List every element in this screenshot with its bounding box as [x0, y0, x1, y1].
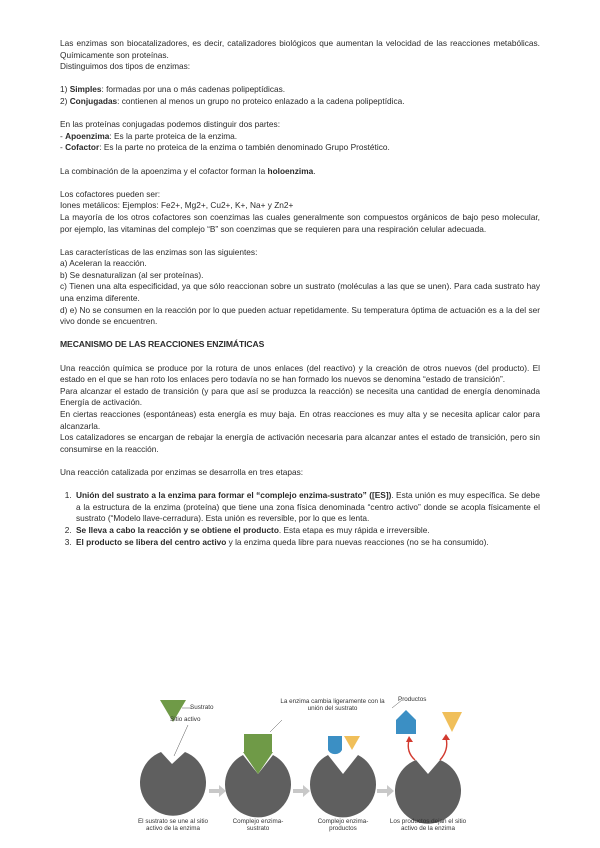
substrate-label: Sustrato	[190, 704, 214, 711]
type-conjugadas: 2) Conjugadas: contienen al menos un grupo no proteico enlazado a la cadena polipeptídica.	[60, 95, 405, 106]
caption-step-2: Complejo enzima-sustrato	[232, 818, 284, 833]
cofactors-intro: Los cofactores pueden ser:	[60, 188, 161, 199]
type-simples: 1) Simples: formadas por una o más cadenas polipeptídicas.	[60, 84, 286, 95]
characteristic-item: a) Aceleran la reacción.	[60, 258, 147, 269]
stage-item: 1. Unión del sustrato a la enzima para formar el “complejo enzima-sustrato” ([ES]). Esta unión es muy específica. Se debe a la estructura de la enzima (proteína) que tiene una zona física denominada “centro activo” donde se acopla físicamente el sustrato (“Modelo llave-cerradura). Esta unión es reversible, por lo que es lenta.	[74, 490, 540, 525]
pointer-line	[174, 725, 188, 756]
product-blue-shape	[328, 736, 342, 754]
caption-step-3: Complejo enzima-productos	[317, 818, 369, 833]
active-site-label: Sitio activo	[170, 716, 201, 723]
mechanism-paragraph: Los catalizadores se encargan de rebajar la energía de activación necesaria para alcanzar antes el estado de transición, pero sin consumirse en la reacción.	[60, 432, 540, 454]
stages-intro: Una reacción catalizada por enzimas se desarrolla en tres etapas:	[60, 466, 304, 477]
product-yellow-shape	[442, 712, 462, 732]
section-heading: MECANISMO DE LAS REACCIONES ENZIMÁTICAS	[60, 339, 265, 350]
release-arrow	[440, 738, 447, 760]
enzyme-body	[395, 760, 461, 824]
enzyme-body	[310, 755, 376, 817]
mechanism-paragraph: En ciertas reacciones (espontáneas) esta energía es muy baja. En otras reacciones es muy alta y se necesita aplicar calor para alcanzarla.	[60, 409, 540, 431]
bound-substrate	[244, 734, 272, 752]
product-blue-shape	[396, 710, 416, 734]
enzyme-change-note: La enzima cambia ligeramente con la unión del sustrato	[280, 698, 385, 713]
release-arrowhead	[406, 736, 413, 742]
step-arrow	[209, 785, 226, 797]
stage-item: 2. Se lleva a cabo la reacción y se obtiene el producto. Esta etapa es muy rápida e irreversible.	[74, 525, 540, 537]
pointer-line	[270, 720, 282, 732]
intro-paragraph: Las enzimas son biocatalizadores, es decir, catalizadores biológicos que aumentan la velocidad de las reacciones metabólicas. Químicamente son proteínas.	[60, 38, 540, 60]
mechanism-paragraph: Para alcanzar el estado de transición (y para que así se produzca la reacción) se necesita una cantidad de energía denominada Energía de activación.	[60, 385, 540, 408]
enzyme-mechanism-diagram	[130, 694, 470, 840]
mechanism-paragraph: Una reacción química se produce por la rotura de unos enlaces (del reactivo) y la creación de otros nuevos (del producto). El estado en el que se han roto los enlaces pero todavía no se han formado los nuevos se denomina “estado de transición”.	[60, 362, 540, 385]
caption-step-1: El sustrato se une al sitio activo de la enzima	[137, 818, 208, 833]
characteristic-item: c) Tienen una alta especificidad, ya que sólo reaccionan sobre un sustrato (moléculas a las que se unen). Para cada sustrato hay una enzima diferente.	[60, 281, 540, 304]
cofactors-coenzymes: La mayoría de los otros cofactores son coenzimas las cuales generalmente son compuestos orgánicos de bajo peso molecular, por ejemplo, las vitaminas del complejo “B” son coenzimas que se requieren para una respiración celular adecuada.	[60, 211, 540, 234]
enzyme-body	[140, 752, 206, 816]
part-cofactor: - Cofactor: Es la parte no proteica de la enzima o también denominado Grupo Prostético.	[60, 142, 390, 153]
stages-list	[60, 490, 540, 548]
release-arrow	[408, 740, 415, 760]
stage-item: 3. El producto se libera del centro activo y la enzima queda libre para nuevas reacciones (no se ha consumido).	[74, 537, 540, 549]
step-arrow	[377, 785, 394, 797]
step-arrow	[293, 785, 310, 797]
conjugated-intro: En las proteínas conjugadas podemos distinguir dos partes:	[60, 119, 281, 130]
product-yellow-shape	[344, 736, 360, 750]
types-intro: Distinguimos dos tipos de enzimas:	[60, 61, 191, 72]
document-body	[60, 38, 540, 548]
release-arrowhead	[442, 734, 450, 740]
part-apoenzima: - Apoenzima: Es la parte proteica de la enzima.	[60, 130, 238, 141]
products-label: Productos	[398, 696, 427, 703]
characteristic-item: d) e) No se consumen en la reacción por lo que pueden actuar repetidamente. Su temperatura óptima de actuación es a la del ser vivo donde se encuentren.	[60, 304, 540, 327]
cofactors-ions: Iones metálicos: Ejemplos: Fe2+, Mg2+, Cu2+, K+, Na+ y Zn2+	[60, 200, 294, 211]
holoenzima-sentence: La combinación de la apoenzima y el cofactor forman la holoenzima.	[60, 165, 316, 176]
caption-step-4: Los productos dejan el sitio activo de la enzima	[389, 818, 467, 833]
characteristics-intro: Las características de las enzimas son las siguientes:	[60, 246, 258, 257]
characteristic-item: b) Se desnaturalizan (al ser proteínas).	[60, 269, 204, 280]
